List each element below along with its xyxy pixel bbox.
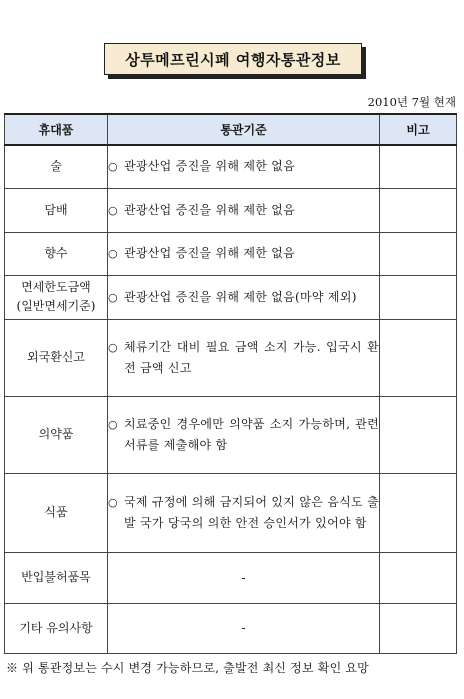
standard-text: 관광산업 증진을 위해 제한 없음 — [124, 159, 296, 174]
row-standard — [108, 145, 380, 188]
row-item: 외국환신고 — [5, 319, 108, 396]
row-remarks — [380, 232, 457, 275]
row-item: 담배 — [5, 188, 108, 232]
standard-text: - — [241, 621, 246, 635]
row-standard — [108, 319, 380, 396]
circle-bullet-icon: ○ — [108, 247, 118, 260]
footnote: ※ 위 통관정보는 수시 변경 가능하므로, 출발전 최신 정보 확인 요망 — [6, 661, 369, 675]
table-row — [5, 396, 457, 473]
row-item: 향수 — [5, 232, 108, 275]
circle-bullet-icon: ○ — [108, 203, 118, 217]
row-item: 술 — [5, 145, 108, 188]
table-row — [5, 603, 457, 653]
row-standard — [108, 552, 380, 603]
row-item: 반입불허품목 — [5, 552, 108, 603]
circle-bullet-icon: ○ — [108, 160, 118, 174]
standard-text: 치료중인 경우에만 의약품 소지 가능하며, 관련 서류를 제출해야 함 — [124, 416, 379, 452]
row-standard — [108, 232, 380, 275]
table-row — [5, 275, 457, 319]
row-item — [5, 275, 108, 319]
row-remarks — [380, 396, 457, 473]
row-item: 기타 유의사항 — [5, 603, 108, 653]
row-remarks — [380, 552, 457, 603]
header-remarks: 비고 — [380, 114, 457, 145]
customs-info-table — [4, 113, 457, 654]
circle-bullet-icon: ○ — [108, 417, 118, 431]
standard-text: 국제 규정에 의해 금지되어 있지 않은 음식도 출발 국가 당국의 의한 안전 승인서가 있어야 함 — [124, 494, 379, 530]
date-note: 2010년 7월 현재 — [367, 95, 456, 109]
header-standard: 통관기준 — [108, 114, 380, 145]
row-standard — [108, 188, 380, 232]
circle-bullet-icon: ○ — [108, 495, 118, 509]
row-remarks — [380, 473, 457, 552]
table-row — [5, 188, 457, 232]
row-remarks — [380, 145, 457, 188]
standard-text: - — [241, 570, 246, 585]
row-item: 식품 — [5, 473, 108, 552]
item-line: 면세한도금액 — [21, 280, 91, 294]
table-row — [5, 552, 457, 603]
row-remarks — [380, 275, 457, 319]
circle-bullet-icon: ○ — [108, 290, 118, 304]
table-header-row — [5, 114, 457, 145]
row-standard — [108, 396, 380, 473]
standard-text: 관광산업 증진을 위해 제한 없음 — [124, 202, 296, 217]
table-row — [5, 145, 457, 188]
row-standard — [108, 603, 380, 653]
table-row — [5, 473, 457, 552]
table-row — [5, 319, 457, 396]
row-remarks — [380, 188, 457, 232]
header-item: 휴대품 — [5, 114, 108, 145]
page-title: 상투메프린시페 여행자통관정보 — [104, 43, 362, 75]
row-item: 의약품 — [5, 396, 108, 473]
standard-text: 관광산업 증진을 위해 제한 없음(마약 제외) — [124, 289, 357, 304]
standard-text: 관광산업 증진을 위해 제한 없음 — [124, 246, 296, 260]
row-remarks — [380, 319, 457, 396]
item-line: (일반면세기준) — [16, 299, 96, 313]
row-remarks — [380, 603, 457, 653]
circle-bullet-icon: ○ — [108, 340, 118, 354]
standard-text: 체류기간 대비 필요 금액 소지 가능. 입국시 환전 금액 신고 — [124, 339, 379, 375]
table-row — [5, 232, 457, 275]
row-standard — [108, 473, 380, 552]
row-standard — [108, 275, 380, 319]
